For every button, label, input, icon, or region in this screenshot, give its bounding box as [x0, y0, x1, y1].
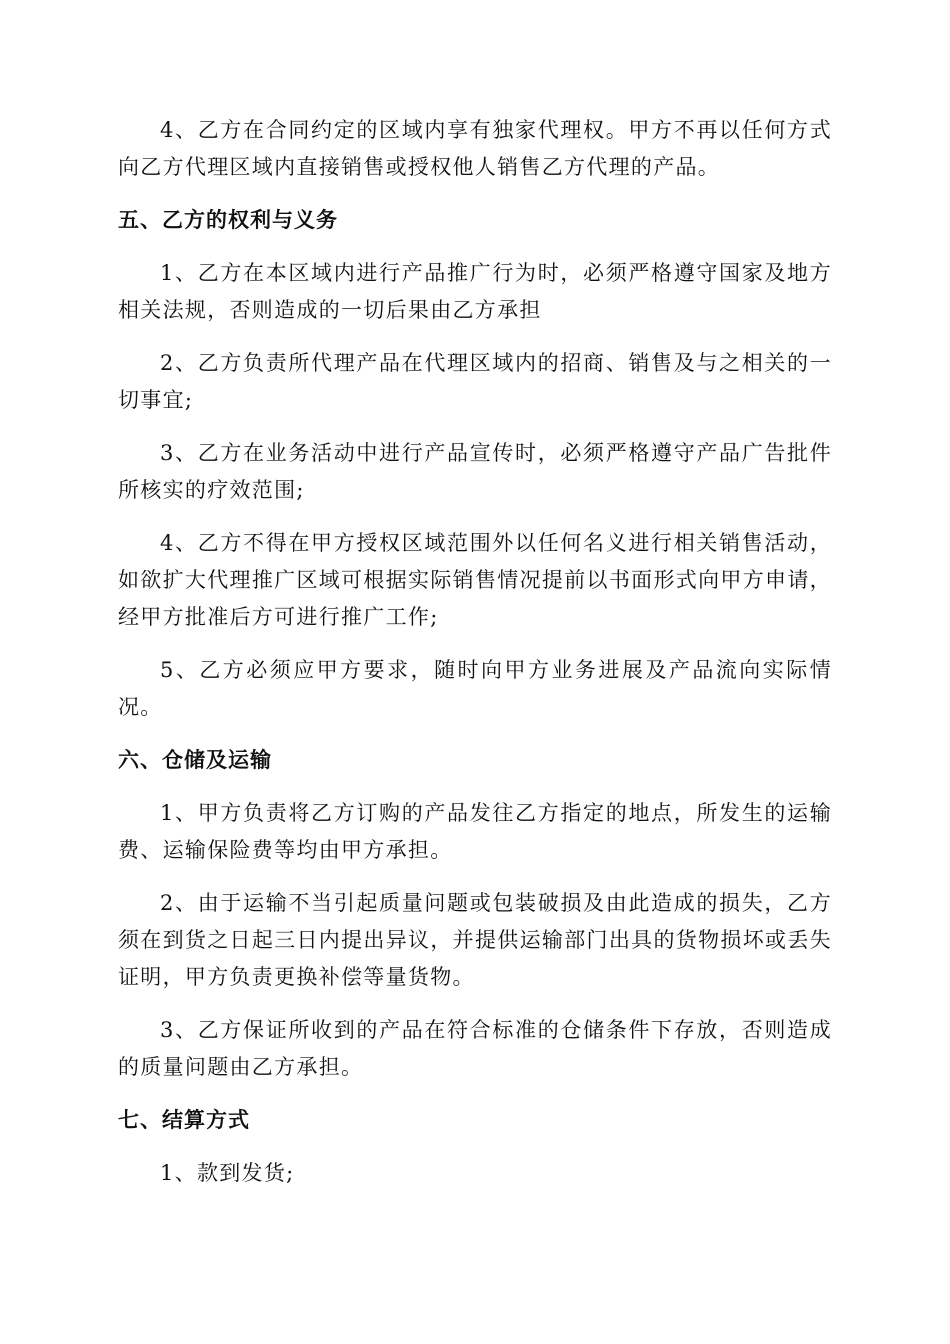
clause-5-4: 4、乙方不得在甲方授权区域范围外以任何名义进行相关销售活动，如欲扩大代理推广区域可根据实际销售情况提前以书面形式向甲方申请，经甲方批准后方可进行推广工作;: [118, 531, 832, 629]
clause-6-2: 2、由于运输不当引起质量问题或包装破损及由此造成的损失，乙方须在到货之日起三日内提出异议，并提供运输部门出具的货物损坏或丢失证明，甲方负责更换补偿等量货物。: [118, 891, 832, 989]
clause-5-1: 1、乙方在本区域内进行产品推广行为时，必须严格遵守国家及地方相关法规，否则造成的一切后果由乙方承担: [118, 261, 832, 322]
section-heading-6: 六、仓储及运输: [118, 748, 272, 772]
clause-5-3: 3、乙方在业务活动中进行产品宣传时，必须严格遵守产品广告批件所核实的疗效范围;: [118, 441, 832, 502]
section-heading-7: 七、结算方式: [118, 1108, 250, 1132]
clause-5-2: 2、乙方负责所代理产品在代理区域内的招商、销售及与之相关的一切事宜;: [118, 351, 832, 412]
clause-6-3: 3、乙方保证所收到的产品在符合标准的仓储条件下存放，否则造成的质量问题由乙方承担。: [118, 1018, 832, 1079]
clause-6-1: 1、甲方负责将乙方订购的产品发往乙方指定的地点，所发生的运输费、运输保险费等均由甲方承担。: [118, 801, 832, 862]
section-heading-5: 五、乙方的权利与义务: [118, 208, 338, 232]
clause-4-2-exclusive-agency: 4、乙方在合同约定的区域内享有独家代理权。甲方不再以任何方式向乙方代理区域内直接销售或授权他人销售乙方代理的产品。: [118, 118, 832, 179]
clause-5-5: 5、乙方必须应甲方要求，随时向甲方业务进展及产品流向实际情况。: [118, 658, 832, 719]
clause-7-1: 1、款到发货;: [160, 1161, 295, 1185]
